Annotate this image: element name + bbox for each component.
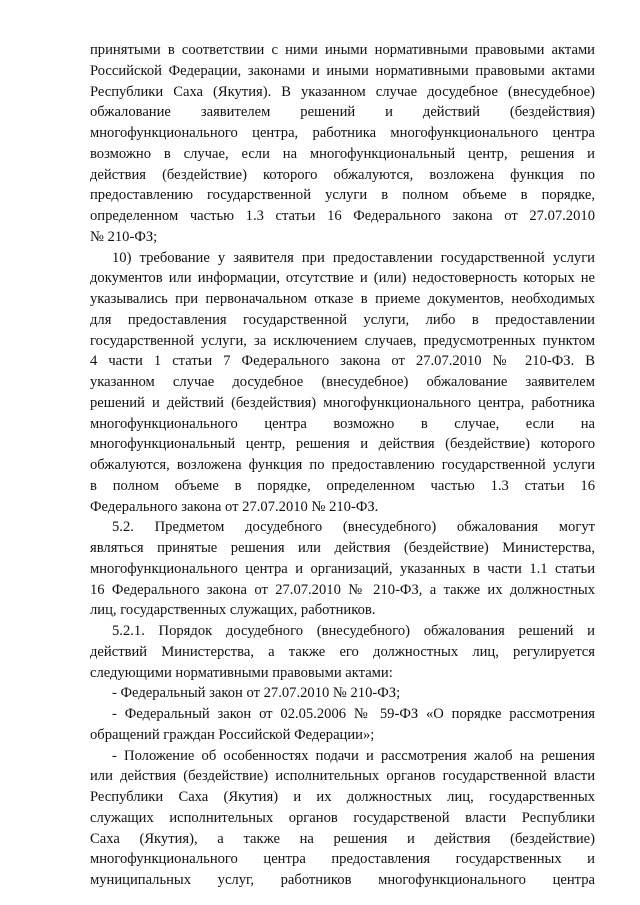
text-line: Российской Федерации, законами и иными нормативными правовыми актами	[90, 62, 595, 79]
text-line: 16 Федерального закона от 27.07.2010 № 210-ФЗ, а также их должностных	[90, 581, 595, 598]
text-line: 5.2.1. Порядок досудебного (внесудебного) обжалования решений и	[112, 623, 595, 639]
text-line: 10) требование у заявителя при предоставлении государственной услуги	[112, 249, 595, 266]
text-line: служащих исполнительных органов государственой власти Республики	[90, 809, 595, 826]
text-line: Республики Саха (Якутия) и их должностных лиц, государственных	[90, 789, 595, 805]
text-line: указывались при первоначальном отказе в приеме документов, необходимых	[90, 291, 595, 307]
text-line: решений и действий (бездействия) многофункционального центра, работника	[90, 394, 595, 411]
document-page	[90, 40, 595, 891]
text-line: обжалуются, возложена функция по предоставлению государственной услуги	[90, 457, 595, 473]
text-line: предоставлению государственной услуги в полном объеме в порядке,	[90, 187, 595, 204]
text-line: многофункционального центра, работника многофункционального центра	[90, 125, 595, 141]
text-line: государственной услуги, за исключением случаев, предусмотренных пунктом	[90, 332, 595, 349]
text-line: № 210-ФЗ;	[90, 228, 158, 245]
text-line: Федерального закона от 27.07.2010 № 210-ФЗ.	[90, 498, 379, 515]
text-line: многофункциональный центр, решения и действия (бездействие) которого	[90, 436, 595, 453]
text-line: - Федеральный закон от 27.07.2010 № 210-ФЗ;	[112, 685, 401, 702]
text-line: для предоставления государственной услуги, либо в предоставлении	[90, 311, 595, 328]
text-line: являться принятые решения или действия (бездействие) Министерства,	[90, 540, 595, 556]
text-line: 5.2. Предметом досудебного (внесудебного) обжалования могут	[112, 519, 595, 536]
text-line: принятыми в соответствии с ними иными нормативными правовыми актами	[90, 42, 595, 58]
text-line: - Положение об особенностях подачи и рассмотрения жалоб на решения	[112, 747, 595, 764]
text-line: определенном частью 1.3 статьи 16 Федерального закона от 27.07.2010	[90, 208, 595, 224]
text-line: в полном объеме в порядке, определенном частью 1.3 статьи 16	[90, 477, 595, 494]
text-line: многофункционального центра предоставления государственных и	[90, 851, 595, 868]
text-line: документов или информации, отсутствие и (или) недостоверность которых не	[90, 270, 595, 287]
text-line: указанном случае досудебное (внесудебное) обжалование заявителем	[90, 374, 595, 390]
text-line: Саха (Якутия), а также на решения и действия (бездействие)	[90, 830, 595, 847]
text-line: многофункционального центра возможно в случае, если на	[90, 415, 595, 432]
text-line: действия (бездействие) которого обжалуются, возложена функция по	[90, 166, 595, 183]
text-line: многофункционального центра и организаций, указанных в части 1.1 статьи	[90, 560, 595, 577]
text-line: лиц, государственных служащих, работников.	[90, 602, 376, 619]
text-line: следующими нормативными правовыми актами:	[90, 664, 393, 681]
text-line: обжалование заявителем решений и действий (бездействия)	[90, 104, 595, 121]
text-line: действий Министерства, а также его должностных лиц, регулируется	[90, 643, 595, 660]
text-line: обращений граждан Российской Федерации»;	[90, 726, 375, 743]
text-line: или действия (бездействие) исполнительных органов государственной власти	[90, 768, 595, 785]
text-line: муниципальных услуг, работников многофункционального центра	[90, 872, 595, 888]
text-line: - Федеральный закон от 02.05.2006 № 59-ФЗ «О порядке рассмотрения	[112, 706, 595, 722]
text-line: 4 части 1 статьи 7 Федерального закона от 27.07.2010 № 210-ФЗ. В	[90, 353, 595, 370]
text-line: Республики Саха (Якутия). В указанном случае досудебное (внесудебное)	[90, 83, 595, 100]
text-line: возможно в случае, если на многофункциональный центр, решения и	[90, 145, 595, 162]
